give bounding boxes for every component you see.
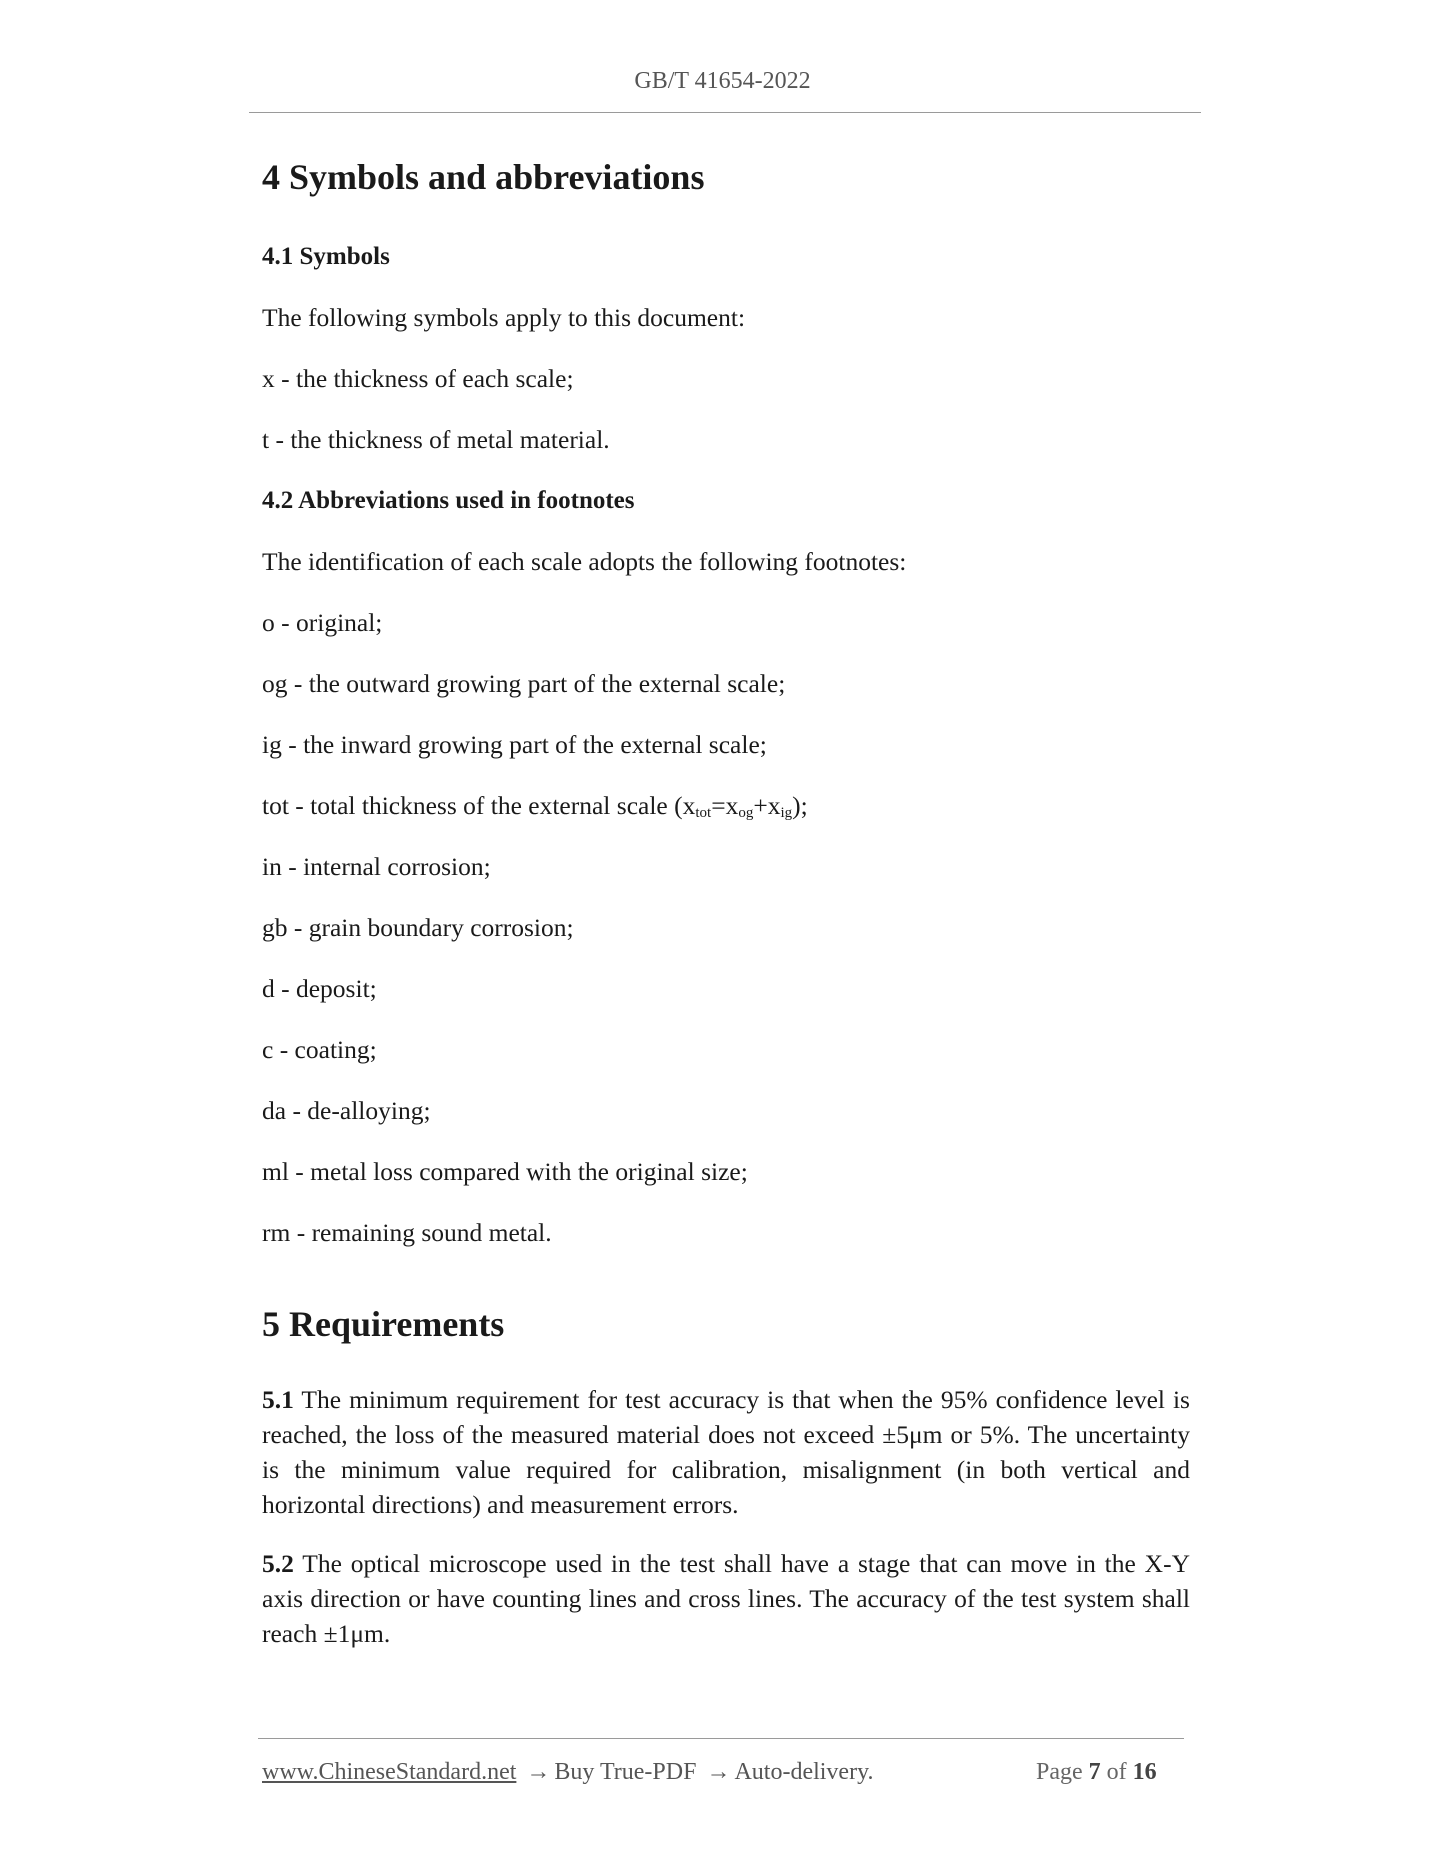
- page-total: 16: [1132, 1759, 1157, 1785]
- section-4-1-heading: 4.1 Symbols: [262, 243, 390, 270]
- arrow-right-icon: →: [706, 1759, 731, 1785]
- abbreviations-intro: The identification of each scale adopts the following footnotes:: [262, 547, 907, 576]
- abbr-item-da: da - de-alloying;: [262, 1096, 431, 1125]
- requirement-5-2-number: 5.2: [262, 1549, 294, 1578]
- formula-x-ig: x: [767, 791, 781, 820]
- header-divider: [249, 112, 1201, 113]
- footer-promo: [262, 1757, 874, 1787]
- section-4-heading: 4 Symbols and abbreviations: [262, 157, 705, 197]
- document-standard-id: GB/T 41654-2022: [634, 68, 811, 94]
- website-link[interactable]: www.ChineseStandard.net: [262, 1759, 517, 1785]
- footer-divider: [258, 1738, 1184, 1739]
- formula-sub-tot: tot: [695, 805, 712, 821]
- formula-equals: =: [711, 791, 726, 820]
- section-5-heading: 5 Requirements: [262, 1304, 505, 1344]
- requirement-5-1-number: 5.1: [262, 1385, 294, 1414]
- abbr-item-o: o - original;: [262, 608, 383, 637]
- requirement-5-2-text: The optical microscope used in the test shall have a stage that can move in the X-Y axis direction or have counting lines and cross lines. The accuracy of the test system shall reach ±1μm.: [262, 1549, 1190, 1648]
- abbr-item-gb: gb - grain boundary corrosion;: [262, 913, 574, 942]
- abbr-item-og: og - the outward growing part of the external scale;: [262, 669, 786, 698]
- abbr-tot-prefix: tot - total thickness of the external scale (: [262, 791, 683, 820]
- abbr-item-rm: rm - remaining sound metal.: [262, 1218, 552, 1247]
- arrow-right-icon: →: [526, 1759, 551, 1785]
- auto-delivery-text: Auto-delivery.: [734, 1759, 874, 1785]
- formula-sub-ig: ig: [780, 805, 793, 821]
- abbr-item-ml: ml - metal loss compared with the original size;: [262, 1157, 748, 1186]
- abbr-item-c: c - coating;: [262, 1035, 377, 1064]
- page-of-label: of: [1106, 1759, 1127, 1785]
- section-4-2-heading: 4.2 Abbreviations used in footnotes: [262, 487, 635, 514]
- page-current: 7: [1088, 1759, 1101, 1785]
- abbr-item-d: d - deposit;: [262, 974, 377, 1003]
- symbol-item-t: t - the thickness of metal material.: [262, 425, 610, 454]
- requirement-5-1-text: The minimum requirement for test accuracy is that when the 95% confidence level is reached, the loss of the measured material does not exceed ±5μm or 5%. The uncertainty is the minimum value required for calibration, misalignment (in both vertical and horizontal directions) and measurement errors.: [262, 1385, 1190, 1519]
- abbr-item-tot: [262, 790, 808, 822]
- symbols-intro: The following symbols apply to this document:: [262, 303, 746, 332]
- abbr-item-ig: ig - the inward growing part of the external scale;: [262, 730, 767, 759]
- abbr-item-in: in - internal corrosion;: [262, 852, 491, 881]
- abbr-tot-suffix: );: [792, 791, 808, 820]
- requirement-5-1: [262, 1382, 1190, 1522]
- symbol-item-x: x - the thickness of each scale;: [262, 364, 574, 393]
- page-label: Page: [1036, 1759, 1083, 1785]
- requirement-5-2: [262, 1546, 1190, 1651]
- buy-true-pdf-text: Buy True-PDF: [554, 1759, 697, 1785]
- formula-x-tot: x: [682, 791, 696, 820]
- page-indicator: [1036, 1757, 1157, 1787]
- formula-x-og: x: [725, 791, 739, 820]
- formula-sub-og: og: [738, 805, 754, 821]
- formula-plus: +: [753, 791, 768, 820]
